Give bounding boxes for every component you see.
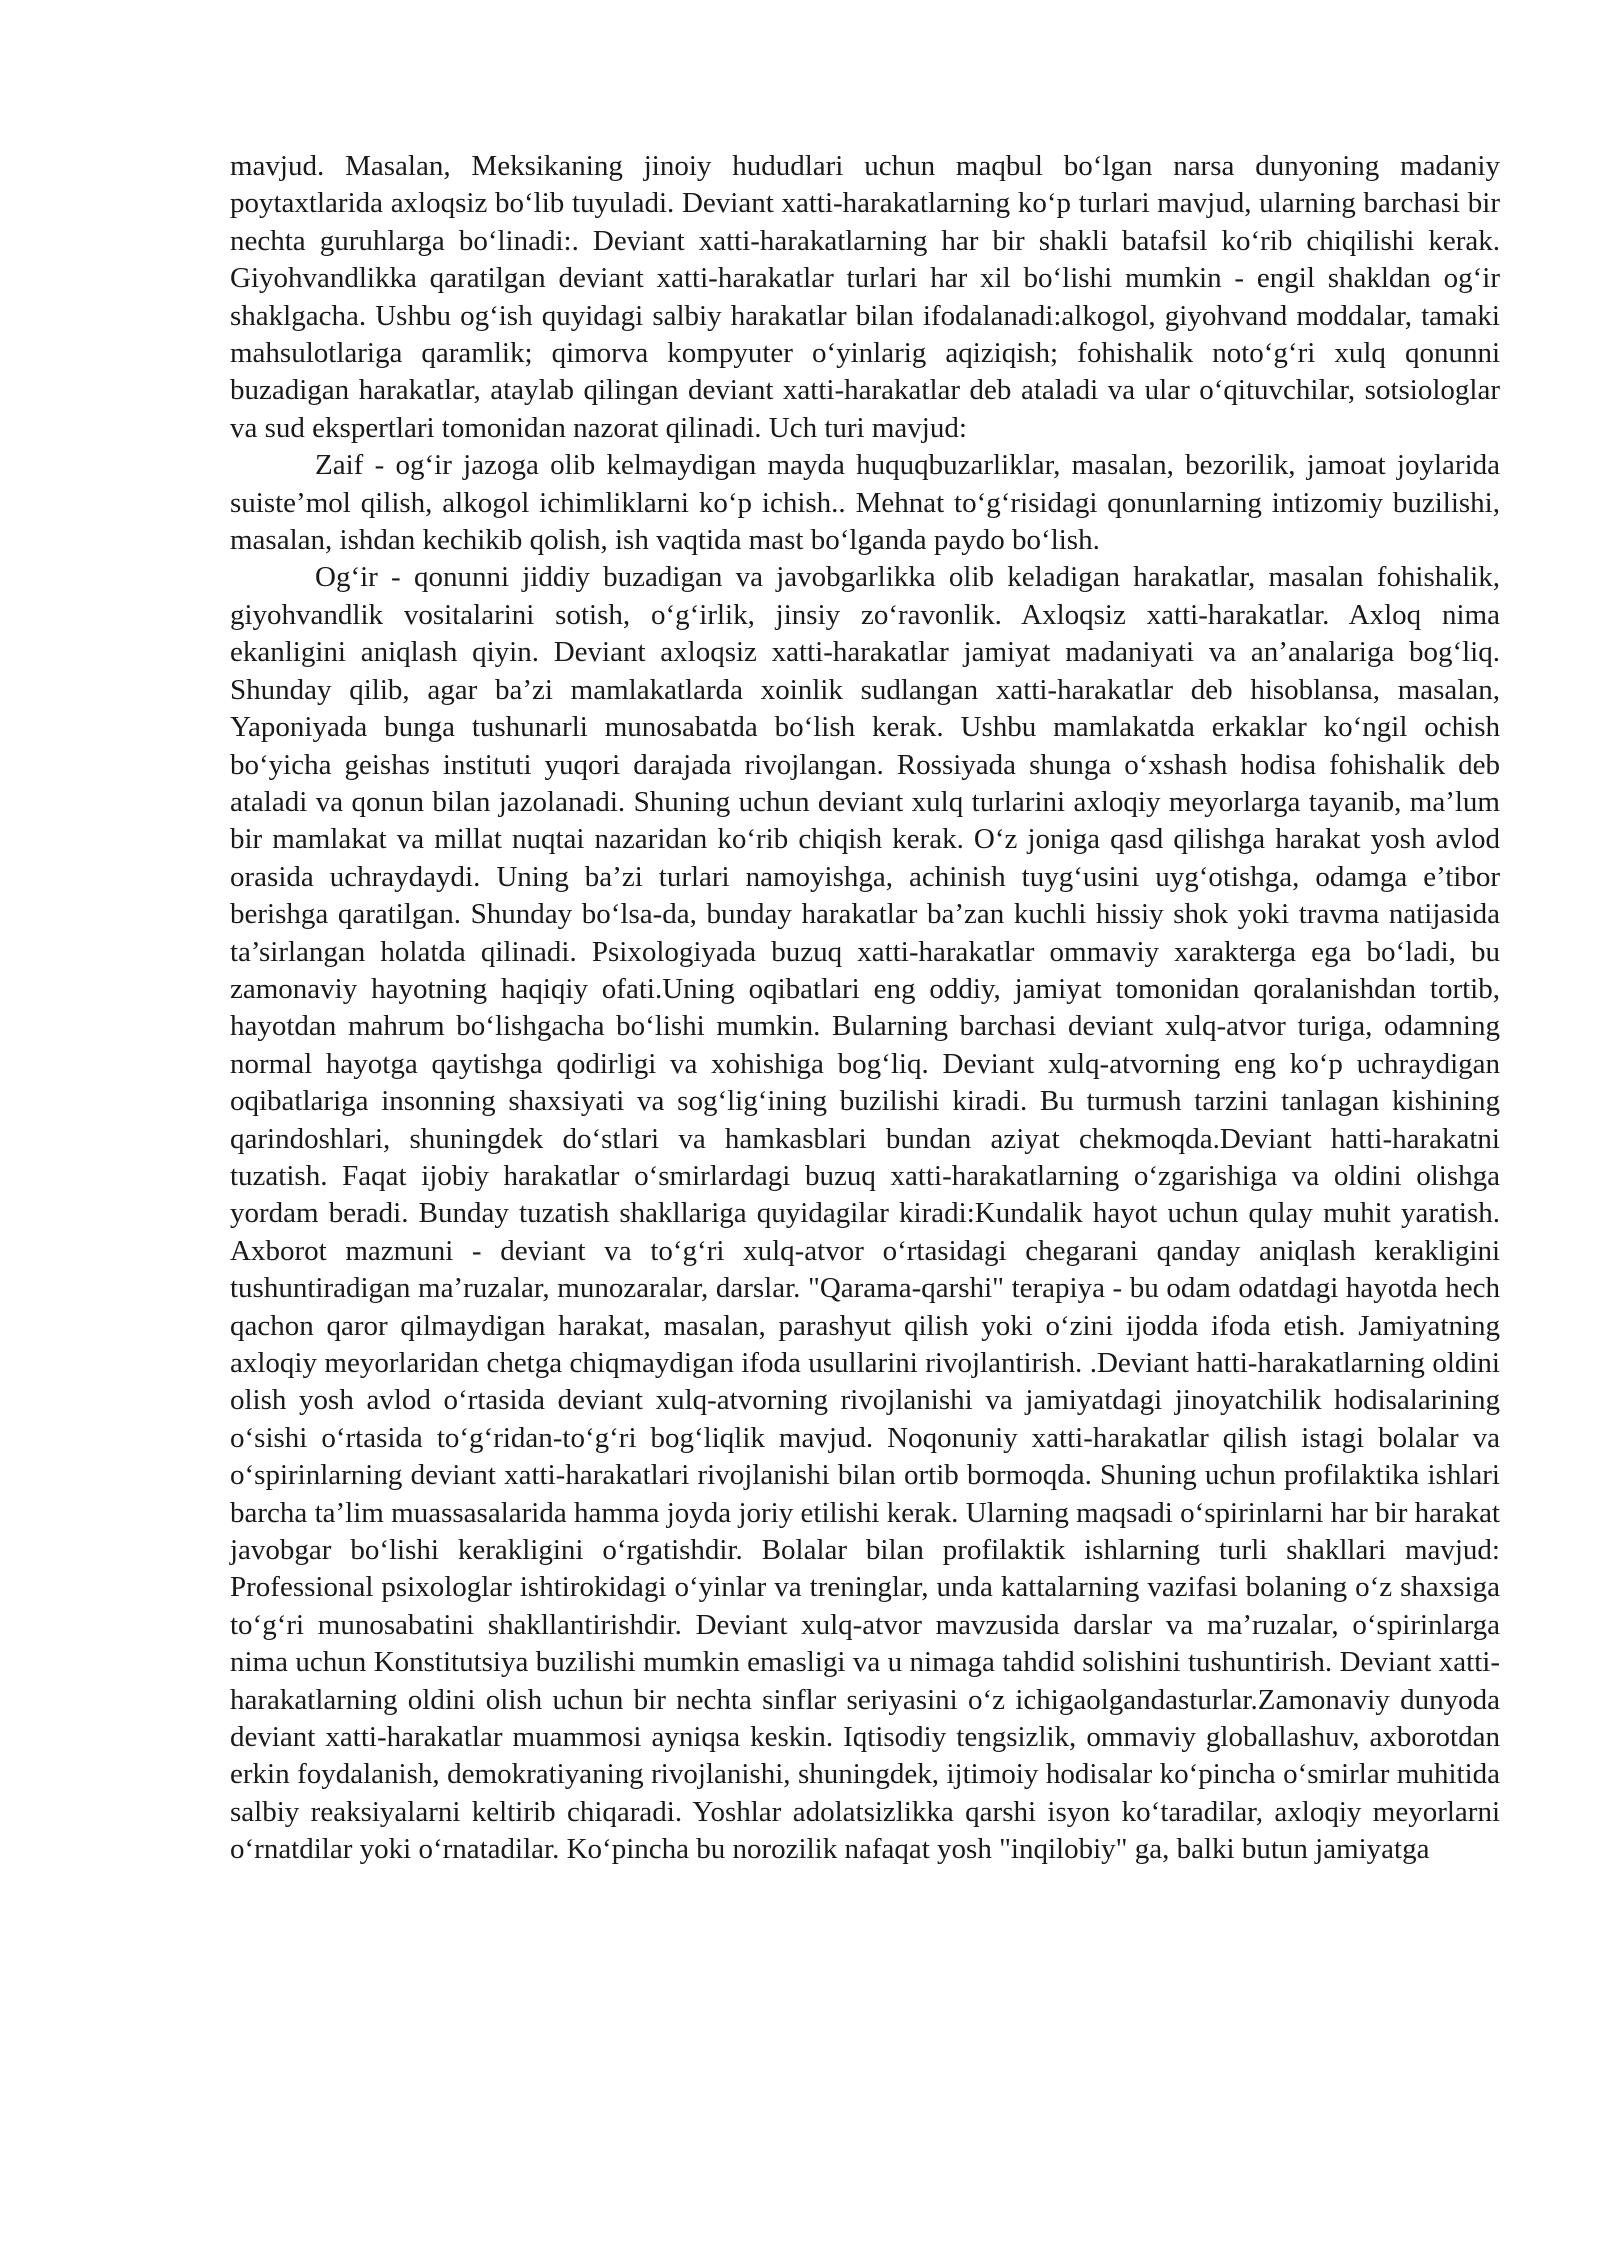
paragraph-weak-deviance: Zaif - og‘ir jazoga olib kelmaydigan mayda huquqbuzarliklar, masalan, bezorilik, jamoat joylarida suiste’mol qilish, alkogol ichimliklarni ko‘p ichish.. Mehnat to‘g‘risidagi qonunlarning intizomiy buzilishi, masalan, ishdan kechikib qolish, ish vaqtida mast bo‘lganda paydo bo‘lish. — [230, 449, 1500, 557]
document-page — [230, 148, 1500, 1869]
paragraph-severe-deviance: Og‘ir - qonunni jiddiy buzadigan va javobgarlikka olib keladigan harakatlar, masalan fohishalik, giyohvandlik vositalarini sotish, o‘g‘irlik, jinsiy zo‘ravonlik. Axloqsiz xatti-harakatlar. Axloq nima ekanligini aniqlash qiyin. Deviant axloqsiz xatti-harakatlar jamiyat madaniyati va an’analariga bog‘liq. Shunday qilib, agar ba’zi mamlakatlarda xoinlik sudlangan xatti-harakatlar deb hisoblansa, masalan, Yaponiyada bunga tushunarli munosabatda bo‘lish kerak. Ushbu mamlakatda erkaklar ko‘ngil ochish bo‘yicha geishas instituti yuqori darajada rivojlangan. Rossiyada shunga o‘xshash hodisa fohishalik deb ataladi va qonun bilan jazolanadi. Shuning uchun deviant xulq turlarini axloqiy meyorlarga tayanib, ma’lum bir mamlakat va millat nuqtai nazaridan ko‘rib chiqish kerak. O‘z joniga qasd qilishga harakat yosh avlod orasida uchraydaydi. Uning ba’zi turlari namoyishga, achinish tuyg‘usini uyg‘otishga, odamga e’tibor berishga qaratilgan. Shunday bo‘lsa-da, bunday harakatlar ba’zan kuchli hissiy shok yoki travma natijasida ta’sirlangan holatda qilinadi. Psixologiyada buzuq xatti-harakatlar ommaviy xarakterga ega bo‘ladi, bu zamonaviy hayotning haqiqiy ofati.Uning oqibatlari eng oddiy, jamiyat tomonidan qoralanishdan tortib, hayotdan mahrum bo‘lishgacha bo‘lishi mumkin. Bularning barchasi deviant xulq-atvor turiga, odamning normal hayotga qaytishga qodirligi va xohishiga bog‘liq. Deviant xulq-atvorning eng ko‘p uchraydigan oqibatlariga insonning shaxsiyati va sog‘lig‘ining buzilishi kiradi. Bu turmush tarzini tanlagan kishining qarindoshlari, shuningdek do‘stlari va hamkasblari bundan aziyat chekmoqda.Deviant hatti-harakatni tuzatish. Faqat ijobiy harakatlar o‘smirlardagi buzuq xatti-harakatlarning o‘zgarishiga va oldini olishga yordam beradi. Bunday tuzatish shakllariga quyidagilar kiradi:Kundalik hayot uchun qulay muhit yaratish. Axborot mazmuni - deviant va to‘g‘ri xulq-atvor o‘rtasidagi chegarani qanday aniqlash kerakligini tushuntiradigan ma’ruzalar, munozaralar, darslar. "Qarama-qarshi" terapiya - bu odam odatdagi hayotda hech qachon qaror qilmaydigan harakat, masalan, parashyut qilish yoki o‘zini ijodda ifoda etish. Jamiyatning axloqiy meyorlaridan chetga chiqmaydigan ifoda usullarini rivojlantirish. .Deviant hatti-harakatlarning oldini olish yosh avlod o‘rtasida deviant xulq-atvorning rivojlanishi va jamiyatdagi jinoyatchilik hodisalarining o‘sishi o‘rtasida to‘g‘ridan-to‘g‘ri bog‘liqlik mavjud. Noqonuniy xatti-harakatlar qilish istagi bolalar va o‘spirinlarning deviant xatti-harakatlari rivojlanishi bilan ortib bormoqda. Shuning uchun profilaktika ishlari barcha ta’lim muassasalarida hamma joyda joriy etilishi kerak. Ularning maqsadi o‘spirinlarni har bir harakat javobgar bo‘lishi kerakligini o‘rgatishdir. Bolalar bilan profilaktik ishlarning turli shakllari mavjud: Professional psixologlar ishtirokidagi o‘yinlar va treninglar, unda kattalarning vazifasi bolaning o‘z shaxsiga to‘g‘ri munosabatini shakllantirishdir. Deviant xulq-atvor mavzusida darslar va ma’ruzalar, o‘spirinlarga nima uchun Konstitutsiya buzilishi mumkin emasligi va u nimaga tahdid solishini tushuntirish. Deviant xatti-harakatlarning oldini olish uchun bir nechta sinflar seriyasini o‘z ichigaolgandasturlar.Zamonaviy dunyoda deviant xatti-harakatlar muammosi ayniqsa keskin. Iqtisodiy tengsizlik, ommaviy globallashuv, axborotdan erkin foydalanish, demokratiyaning rivojlanishi, shuningdek, ijtimoiy hodisalar ko‘pincha o‘smirlar muhitida salbiy reaksiyalarni keltirib chiqaradi. Yoshlar adolatsizlikka qarshi isyon ko‘taradilar, axloqiy meyorlarni o‘rnatdilar yoki o‘rnatadilar. Ko‘pincha bu norozilik nafaqat yosh "inqilobiy" ga, balki butun jamiyatga — [230, 561, 1500, 1866]
paragraph-intro: mavjud. Masalan, Meksikaning jinoiy hududlari uchun maqbul bo‘lgan narsa dunyoning madaniy poytaxtlarida axloqsiz bo‘lib tuyuladi. Deviant xatti-harakatlarning ko‘p turlari mavjud, ularning barchasi bir nechta guruhlarga bo‘linadi:. Deviant xatti-harakatlarning har bir shakli batafsil ko‘rib chiqilishi kerak. Giyohvandlikka qaratilgan deviant xatti-harakatlar turlari har xil bo‘lishi mumkin - engil shakldan og‘ir shaklgacha. Ushbu og‘ish quyidagi salbiy harakatlar bilan ifodalanadi:alkogol, giyohvand moddalar, tamaki mahsulotlariga qaramlik; qimorva kompyuter o‘yinlarig aqiziqish; fohishalik noto‘g‘ri xulq qonunni buzadigan harakatlar, ataylab qilingan deviant xatti-harakatlar deb ataladi va ular o‘qituvchilar, sotsiologlar va sud ekspertlari tomonidan nazorat qilinadi. Uch turi mavjud: — [230, 150, 1500, 444]
